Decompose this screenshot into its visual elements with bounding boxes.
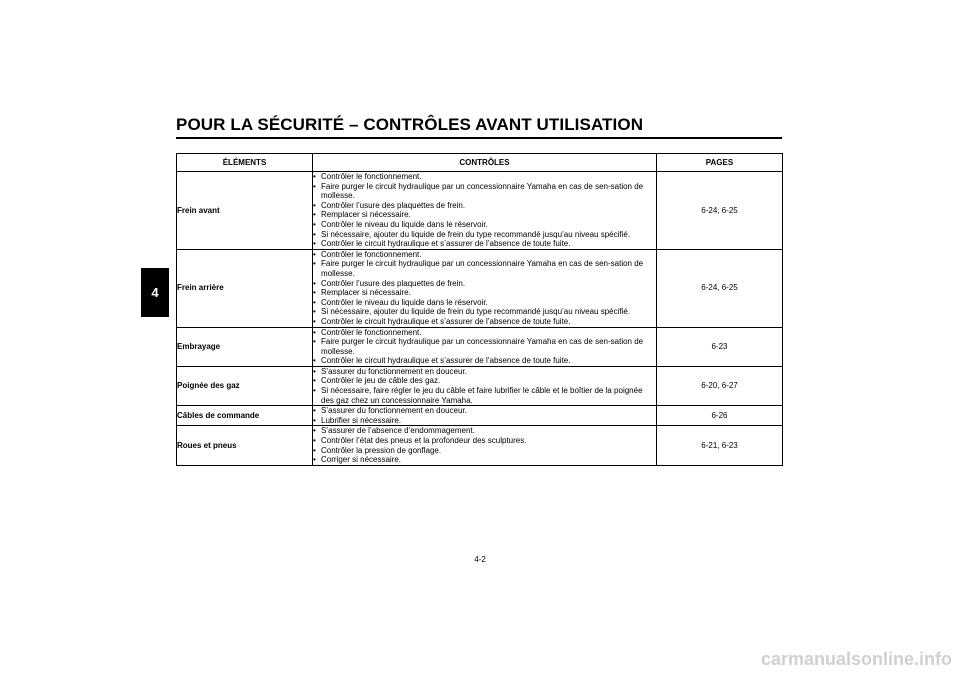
check-item: • Contrôler le fonctionnement. [313, 172, 656, 182]
table-row [177, 172, 783, 250]
page-reference: 6-24, 6-25 [657, 172, 783, 250]
check-item: • Si nécessaire, faire régler le jeu du câble et faire lubrifier le câble et le boîtier de la poignée des gaz chez un concessionnaire Yamaha. [313, 386, 656, 405]
page-title: POUR LA SÉCURITÉ – CONTRÔLES AVANT UTILISATION [176, 115, 644, 134]
watermark: carmanualsonline.info [760, 649, 952, 669]
check-item: • S’assurer de l’absence d’endommagement. [313, 426, 656, 436]
check-item: • Si nécessaire, ajouter du liquide de frein du type recommandé jusqu’au niveau spécifié. [313, 230, 656, 240]
check-item: • Si nécessaire, ajouter du liquide de frein du type recommandé jusqu’au niveau spécifié. [313, 307, 656, 317]
page-reference: 6-20, 6-27 [657, 366, 783, 405]
check-item: • S’assurer du fonctionnement en douceur. [313, 406, 656, 416]
table-row [177, 366, 783, 405]
check-item: • Contrôler l’usure des plaquettes de frein. [313, 279, 656, 289]
check-item: • Remplacer si nécessaire. [313, 288, 656, 298]
table-row [177, 249, 783, 327]
check-item: • Corriger si nécessaire. [313, 455, 656, 465]
checks-list [313, 406, 656, 425]
checks-cell [313, 406, 657, 426]
check-item: • Remplacer si nécessaire. [313, 210, 656, 220]
checks-cell [313, 327, 657, 366]
table-row [177, 327, 783, 366]
header-checks: CONTRÔLES [313, 154, 657, 172]
table-row [177, 426, 783, 465]
pre-operation-checks-table [176, 153, 783, 466]
checks-list [313, 172, 656, 249]
page-reference: 6-24, 6-25 [657, 249, 783, 327]
check-item: • Faire purger le circuit hydraulique par un concessionnaire Yamaha en cas de sen-sation de mollesse. [313, 182, 656, 201]
header-elements: ÉLÉMENTS [177, 154, 313, 172]
checks-list [313, 426, 656, 464]
chapter-tab: 4 [141, 268, 169, 317]
table-row [177, 406, 783, 426]
check-item: • Contrôler le niveau du liquide dans le réservoir. [313, 220, 656, 230]
element-name: Frein arrière [177, 249, 313, 327]
check-item: • Contrôler le circuit hydraulique et s’assurer de l’absence de toute fuite. [313, 356, 656, 366]
check-item: • S’assurer du fonctionnement en douceur. [313, 367, 656, 377]
check-item: • Contrôler la pression de gonflage. [313, 446, 656, 456]
page-number: 4-2 [474, 555, 486, 564]
checks-list [313, 328, 656, 366]
checks-cell [313, 426, 657, 465]
header-pages: PAGES [657, 154, 783, 172]
checks-cell [313, 249, 657, 327]
page-reference: 6-23 [657, 327, 783, 366]
page-reference: 6-26 [657, 406, 783, 426]
checks-list [313, 250, 656, 327]
table-header-row [177, 154, 783, 172]
element-name: Câbles de commande [177, 406, 313, 426]
check-item: • Lubrifier si nécessaire. [313, 416, 656, 426]
element-name: Frein avant [177, 172, 313, 250]
checks-cell [313, 172, 657, 250]
check-item: • Contrôler le circuit hydraulique et s’assurer de l’absence de toute fuite. [313, 239, 656, 249]
element-name: Poignée des gaz [177, 366, 313, 405]
element-name: Embrayage [177, 327, 313, 366]
check-item: • Contrôler le fonctionnement. [313, 328, 656, 338]
page-reference: 6-21, 6-23 [657, 426, 783, 465]
check-item: • Faire purger le circuit hydraulique par un concessionnaire Yamaha en cas de sen-sation de mollesse. [313, 259, 656, 278]
checks-cell [313, 366, 657, 405]
checks-list [313, 367, 656, 405]
check-item: • Contrôler l’état des pneus et la profondeur des sculptures. [313, 436, 656, 446]
element-name: Roues et pneus [177, 426, 313, 465]
check-item: • Contrôler le fonctionnement. [313, 250, 656, 260]
check-item: • Faire purger le circuit hydraulique par un concessionnaire Yamaha en cas de sen-sation de mollesse. [313, 337, 656, 356]
check-item: • Contrôler l’usure des plaquettes de frein. [313, 201, 656, 211]
check-item: • Contrôler le niveau du liquide dans le réservoir. [313, 298, 656, 308]
check-item: • Contrôler le circuit hydraulique et s’assurer de l’absence de toute fuite. [313, 317, 656, 327]
title-rule [176, 137, 782, 139]
check-item: • Contrôler le jeu de câble des gaz. [313, 376, 656, 386]
